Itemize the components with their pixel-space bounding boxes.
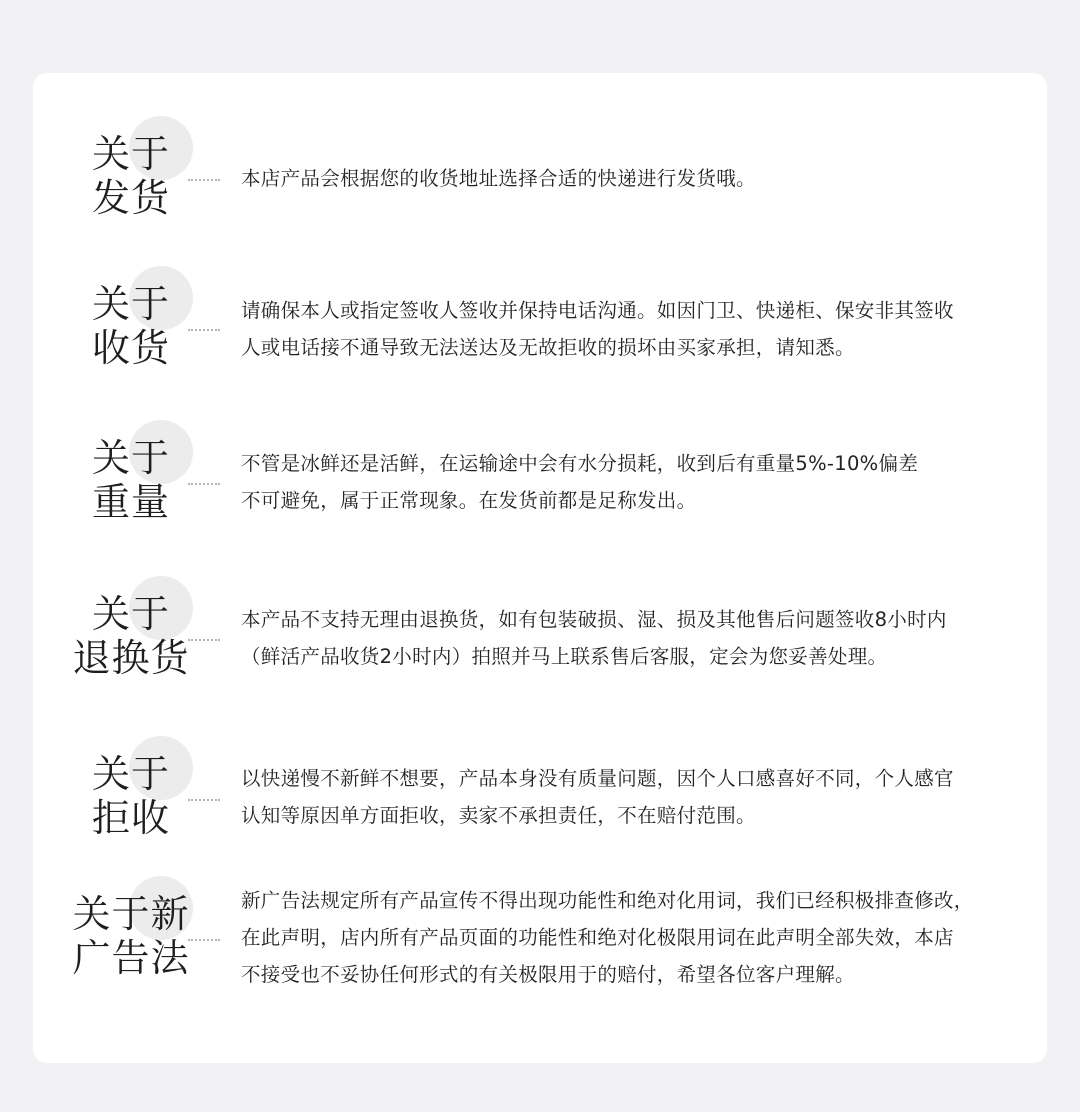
description-line: 不可避免，属于正常现象。在发货前都是足称发出。 (241, 489, 697, 512)
dotted-connector (188, 483, 220, 487)
section-description (241, 445, 1031, 519)
description-line: 人或电话接不通导致无法送达及无故拒收的损坏由买家承担，请知悉。 (241, 336, 855, 359)
dotted-connector (188, 939, 220, 943)
dotted-connector (188, 639, 220, 643)
description-line: 认知等原因单方面拒收，卖家不承担责任，不在赔付范围。 (241, 804, 756, 827)
dotted-connector (188, 799, 220, 803)
section-title: 关于 重量 (91, 436, 170, 524)
description-line: 不接受也不妥协任何形式的有关极限用于的赔付，希望各位客户理解。 (241, 963, 855, 986)
description-line: 本店产品会根据您的收货地址选择合适的快递进行发货哦。 (241, 167, 756, 190)
section-title: 关于 发货 (91, 132, 170, 220)
section-title: 关于 拒收 (91, 752, 170, 840)
description-line: 请确保本人或指定签收人签收并保持电话沟通。如因门卫、快递柜、保安非其签收 (241, 299, 954, 322)
section-title: 关于 收货 (91, 282, 170, 370)
description-line: 以快递慢不新鲜不想要，产品本身没有质量问题，因个人口感喜好不同，个人感官 (241, 767, 954, 790)
description-line: 新广告法规定所有产品宣传不得出现功能性和绝对化用词，我们已经积极排查修改， (241, 889, 974, 912)
notice-card (33, 73, 1047, 1063)
section-title: 关于 退换货 (72, 592, 190, 680)
section-title: 关于新 广告法 (72, 892, 190, 980)
dotted-connector (188, 329, 220, 333)
section-description (241, 601, 1031, 675)
description-line: 不管是冰鲜还是活鲜，在运输途中会有水分损耗，收到后有重量5%-10%偏差 (241, 452, 919, 475)
description-line: 本产品不支持无理由退换货，如有包装破损、湿、损及其他售后问题签收8小时内 (241, 608, 947, 631)
description-line: 在此声明，店内所有产品页面的功能性和绝对化极限用词在此声明全部失效，本店 (241, 926, 954, 949)
section-description (241, 160, 1031, 197)
section-description (241, 882, 1031, 993)
section-description (241, 292, 1031, 366)
section-description (241, 760, 1031, 834)
dotted-connector (188, 179, 220, 183)
description-line: （鲜活产品收货2小时内）拍照并马上联系售后客服，定会为您妥善处理。 (241, 645, 888, 668)
